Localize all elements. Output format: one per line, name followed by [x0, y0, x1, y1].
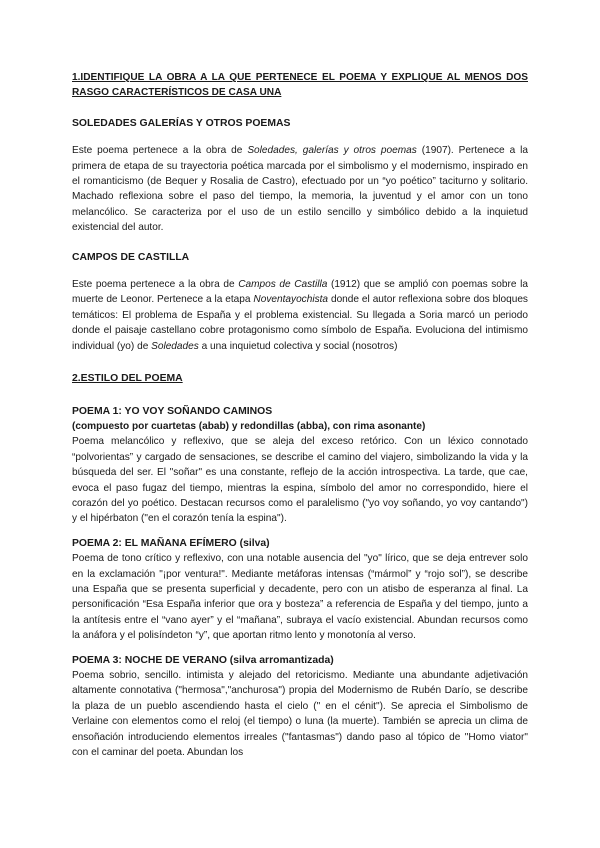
- poema1-title: POEMA 1: YO VOY SOÑANDO CAMINOS: [72, 405, 273, 417]
- paragraph-soledades: Este poema pertenece a la obra de Soledades, galerías y otros poemas (1907). Pertenece a la primera de etapa de su trayectoria poética marcada por el simbolismo y el modernismo, inspirado en el romanticismo (de Bequer y Rosalia de Castro), efectuado por un “yo poético” taciturno y solitario. Machado reflexiona sobre el paso del tiempo, la memoria, la juventud y el amor con un tono melancólico. Se caracteriza por el uso de un estilo sencillo y simbólico debido a la inquietud existencial del autor.: [72, 145, 528, 234]
- poema3-title: POEMA 3: NOCHE DE VERANO (silva arromantizada): [72, 654, 334, 666]
- document-page: [72, 70, 528, 760]
- poema1-text: Poema melancólico y reflexivo, que se aleja del exceso retórico. Con un léxico connotado “polvorientas” y cargado de sensaciones, se describe el camino del viajero, simbolizando la vida y la búsqueda del ser. El "soñar" es una constante, reflejo de la acción introspectiva. La tarde, que cae, evoca el paso fugaz del tiempo, mientras la espina, símbolo del amor no correspondido, hiere el corazón del yo poético. Destacan recursos como el paralelismo ("yo voy soñando, yo voy cantando") y el hipérbaton ("en el corazón tenía la espina").: [72, 436, 528, 525]
- etapa-name: Noventayochista: [253, 294, 329, 306]
- poema1-subtitle: (compuesto por cuartetas (abab) y redondillas (abba), con rima asonante): [72, 420, 426, 432]
- section-title-campos: CAMPOS DE CASTILLA: [72, 251, 190, 263]
- poema2-title: POEMA 2: EL MAÑANA EFÍMERO (silva): [72, 537, 270, 549]
- section-title-soledades: SOLEDADES GALERÍAS Y OTROS POEMAS: [72, 117, 291, 129]
- book-title-soledades: Soledades, galerías y otros poemas: [247, 145, 417, 157]
- poema3-text: Poema sobrio, sencillo. intimista y alejado del retoricismo. Mediante una abundante adjetivación altamente connotativa ("hermosa","anchurosa") propia del Modernismo de Rubén Darío, se describe la plaza de un pueblo ascendiendo hasta el cielo (" en el cénit"). Se aprecia el Simbolismo de Verlaine con elementos como el reloj (el tiempo) o luna (la muerte). También se aprecia un clima de ensoñación introduciendo elementos irreales ("fantasmas") dando paso al tópico de "Homo viator" con el caminar del poeta. Abundan los: [72, 670, 528, 759]
- book-title-soledades-ref: Soledades: [151, 340, 199, 352]
- book-title-campos: Campos de Castilla: [238, 279, 328, 291]
- style-heading: 2.ESTILO DEL POEMA: [72, 373, 183, 385]
- poema2-text: Poema de tono crítico y reflexivo, con una notable ausencia del "yo" lírico, que se deja entrever solo en la exclamación "¡por ventura!". Mediante metáforas intensas (“mármol” y “rojo sol”), se describe una España que se presenta superficial y decadente, pero con un atisbo de esperanza al final. La personificación “Esa España inferior que ora y bosteza” a referencia de España y del tiempo, junto a la antítesis entre el “vano ayer” y el “mañana”, subraya el vacío existencial. Abundan recursos como la anáfora y el polisíndeton “y”, que aportan ritmo lento y monotonía al verso.: [72, 553, 528, 642]
- main-question-heading: 1.IDENTIFIQUE LA OBRA A LA QUE PERTENECE EL POEMA Y EXPLIQUE AL MENOS DOS RASGO CARACTERÍSTICOS DE CASA UNA: [72, 72, 528, 99]
- paragraph-campos: Este poema pertenece a la obra de Campos de Castilla (1912) que se amplió con poemas sobre la muerte de Leonor. Pertenece a la etapa Noventayochista donde el autor reflexiona sobre dos bloques temáticos: El problema de España y el problema existencial. Su llegada a Soria marcó un periodo donde el paisaje castellano cobre protagonismo como símbolo de España. Evoluciona del intimismo individual (yo) de Soledades a una inquietud colectiva y social (nosotros): [72, 279, 528, 352]
